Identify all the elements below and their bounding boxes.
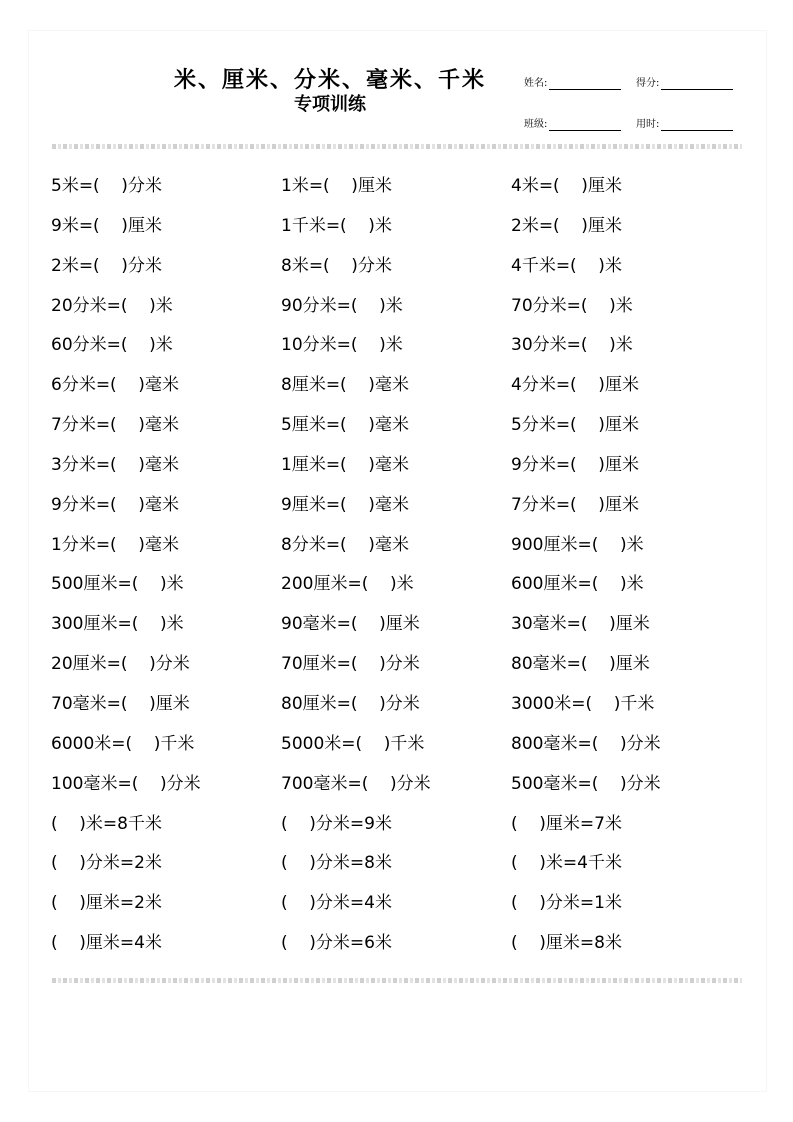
question-item: 6分米=( )毫米 [51,375,179,396]
question-item: 5分米=( )厘米 [511,415,639,436]
question-item: 2米=( )厘米 [511,215,622,236]
class-label: 班级: [524,119,548,130]
name-field[interactable] [524,78,621,90]
time-field[interactable] [636,119,733,131]
question-item: 8厘米=( )毫米 [281,375,409,396]
class-field[interactable] [524,119,621,131]
question-item: 9米=( )厘米 [51,215,162,236]
worksheet-title [150,66,510,116]
question-item: ( )厘米=2米 [51,893,162,914]
time-blank[interactable] [661,121,733,131]
question-item: 30毫米=( )厘米 [511,614,650,635]
question-grid [51,174,751,971]
top-divider [52,144,742,149]
question-item: 4千米=( )米 [511,255,622,276]
question-item: 10分米=( )米 [281,335,403,356]
question-item: ( )分米=9米 [281,813,392,834]
bottom-divider [52,978,742,983]
question-item: ( )厘米=8米 [511,933,622,954]
question-item: 70毫米=( )厘米 [51,693,190,714]
question-item: 9厘米=( )毫米 [281,494,409,515]
question-item: 100毫米=( )分米 [51,773,201,794]
question-item: 20分米=( )米 [51,295,173,316]
question-item: 7分米=( )毫米 [51,415,179,436]
question-item: 90毫米=( )厘米 [281,614,420,635]
question-item: 200厘米=( )米 [281,574,414,595]
question-item: 80毫米=( )厘米 [511,654,650,675]
question-item: ( )分米=8米 [281,853,392,874]
question-item: 9分米=( )厘米 [511,454,639,475]
score-field[interactable] [636,78,733,90]
question-item: 8分米=( )毫米 [281,534,409,555]
question-item: 900厘米=( )米 [511,534,644,555]
question-item: 800毫米=( )分米 [511,733,661,754]
score-blank[interactable] [661,80,733,90]
question-item: 90分米=( )米 [281,295,403,316]
question-item: 5厘米=( )毫米 [281,415,409,436]
question-item: 2米=( )分米 [51,255,162,276]
class-blank[interactable] [549,121,621,131]
question-item: 4米=( )厘米 [511,176,622,196]
question-item: ( )分米=2米 [51,853,162,874]
question-item: ( )分米=1米 [511,893,622,914]
name-label: 姓名: [524,78,548,89]
question-item: 60分米=( )米 [51,335,173,356]
question-item: 700毫米=( )分米 [281,773,431,794]
title-main: 米、厘米、分米、毫米、千米 [173,68,486,93]
title-sub: 专项训练 [294,94,366,115]
question-item: ( )米=8千米 [51,813,162,834]
question-item: 3分米=( )毫米 [51,454,179,475]
question-item: 70分米=( )米 [511,295,633,316]
question-item: 1分米=( )毫米 [51,534,179,555]
question-item: 3000米=( )千米 [511,693,655,714]
question-item: 500毫米=( )分米 [511,773,661,794]
question-item: 4分米=( )厘米 [511,375,639,396]
question-item: 600厘米=( )米 [511,574,644,595]
question-item: 1厘米=( )毫米 [281,454,409,475]
question-item: 70厘米=( )分米 [281,654,420,675]
question-item: ( )厘米=4米 [51,933,162,954]
question-item: 9分米=( )毫米 [51,494,179,515]
name-blank[interactable] [549,80,621,90]
question-item: 6000米=( )千米 [51,733,195,754]
question-item: ( )米=4千米 [511,853,622,874]
question-item: 5000米=( )千米 [281,733,425,754]
time-label: 用时: [636,119,660,130]
question-item: ( )厘米=7米 [511,813,622,834]
question-item: ( )分米=4米 [281,893,392,914]
question-item: 30分米=( )米 [511,335,633,356]
question-item: 20厘米=( )分米 [51,654,190,675]
question-item: 8米=( )分米 [281,255,392,276]
question-item: 7分米=( )厘米 [511,494,639,515]
question-item: 500厘米=( )米 [51,574,184,595]
question-item: 80厘米=( )分米 [281,693,420,714]
question-item: 1千米=( )米 [281,215,392,236]
score-label: 得分: [636,78,660,89]
question-item: 300厘米=( )米 [51,614,184,635]
question-item: ( )分米=6米 [281,933,392,954]
question-item: 1米=( )厘米 [281,176,392,196]
question-item: 5米=( )分米 [51,176,162,196]
